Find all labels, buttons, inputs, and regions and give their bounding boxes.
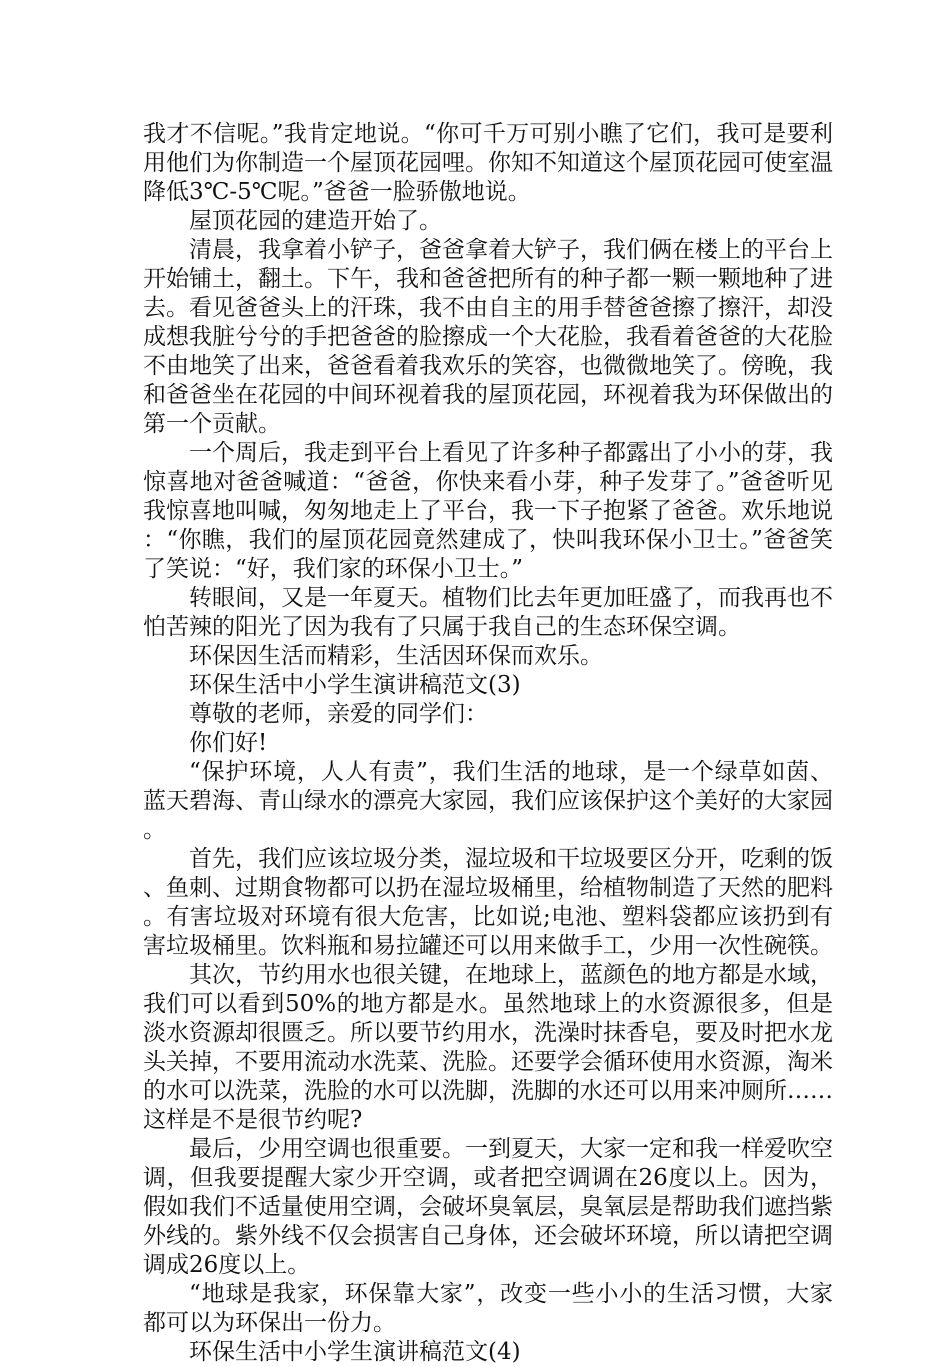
salutation: 尊敬的老师，亲爱的同学们：	[189, 701, 488, 727]
paragraph: 其次，节约用水也很关键，在地球上，蓝颜色的地方都是水域，我们可以看到50%的地方都是水。虽然地球上的水资源很多，但是淡水资源却很匮乏。所以要节约用水，洗澡时抹香皂，要及时把水龙头关掉，不要用流动水洗菜、洗脸。还要学会循环使用水资源，淘米的水可以洗菜，洗脸的水可以洗脚，洗脚的水还可以用来冲厕所……这样是不是很节约呢?	[143, 962, 833, 1133]
document-body	[143, 120, 833, 1367]
paragraph: 屋顶花园的建造开始了。	[189, 208, 442, 234]
paragraph: 一个周后，我走到平台上看见了许多种子都露出了小小的芽，我惊喜地对爸爸喊道：“爸爸，你快来看小芽，种子发芽了。”爸爸听见我惊喜地叫喊，匆匆地走上了平台，我一下子抱紧了爸爸。欢乐地说：“你瞧，我们的屋顶花园竟然建成了，快叫我环保小卫士。”爸爸笑了笑说：“好，我们家的环保小卫士。”	[143, 440, 833, 582]
paragraph: 首先，我们应该垃圾分类，湿垃圾和干垃圾要区分开，吃剩的饭、鱼刺、过期食物都可以扔在湿垃圾桶里，给植物制造了天然的肥料。有害垃圾对环境有很大危害，比如说;电池、塑料袋都应该扔到有害垃圾桶里。饮料瓶和易拉罐还可以用来做手工，少用一次性碗筷。	[143, 846, 833, 959]
section-heading: 环保生活中小学生演讲稿范文(4)	[189, 1339, 521, 1365]
paragraph: “保护环境，人人有责”，我们生活的地球，是一个绿草如茵、蓝天碧海、青山绿水的漂亮大家园，我们应该保护这个美好的大家园。	[143, 759, 833, 843]
greeting: 你们好!	[189, 730, 268, 756]
paragraph: “地球是我家，环保靠大家”，改变一些小小的生活习惯，大家都可以为环保出一份力。	[143, 1281, 833, 1336]
paragraph: 最后，少用空调也很重要。一到夏天，大家一定和我一样爱吹空调，但我要提醒大家少开空调，或者把空调调在26度以上。因为，假如我们不适量使用空调，会破坏臭氧层，臭氧层是帮助我们遮挡紫外线的。紫外线不仅会损害自己身体，还会破坏环境，所以请把空调调成26度以上。	[143, 1136, 833, 1278]
paragraph: 清晨，我拿着小铲子，爸爸拿着大铲子，我们俩在楼上的平台上开始铺土，翻土。下午，我和爸爸把所有的种子都一颗一颗地种了进去。看见爸爸头上的汗珠，我不由自主的用手替爸爸擦了擦汗，却没成想我脏兮兮的手把爸爸的脸擦成一个大花脸，我看着爸爸的大花脸不由地笑了出来，爸爸看着我欢乐的笑容，也微微地笑了。傍晚，我和爸爸坐在花园的中间环视着我的屋顶花园，环视着我为环保做出的第一个贡献。	[143, 237, 833, 437]
paragraph: 转眼间，又是一年夏天。植物们比去年更加旺盛了，而我再也不怕苦辣的阳光了因为我有了只属于我自己的生态环保空调。	[143, 585, 833, 640]
section-heading: 环保生活中小学生演讲稿范文(3)	[189, 672, 521, 698]
paragraph: 环保因生活而精彩，生活因环保而欢乐。	[189, 643, 603, 669]
paragraph: 我才不信呢。”我肯定地说。“你可千万可别小瞧了它们，我可是要利用他们为你制造一个屋顶花园哩。你知不知道这个屋顶花园可使室温降低3℃-5℃呢。”爸爸一脸骄傲地说。	[143, 121, 833, 205]
